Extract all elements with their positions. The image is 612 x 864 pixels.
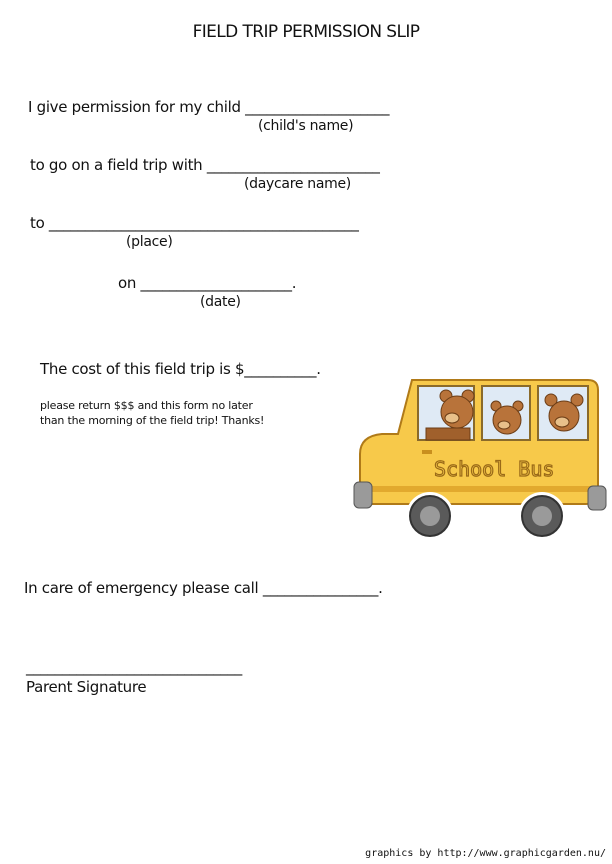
signature-caption: Parent Signature <box>26 678 147 696</box>
daycare-name-caption: (daycare name) <box>244 176 351 192</box>
bus-sign-text: School Bus <box>434 457 555 481</box>
date-field-line: on _____________________. <box>118 274 297 292</box>
bus-handle <box>422 450 432 454</box>
school-bus-illustration <box>352 374 608 544</box>
place-field-line: to ___________________________________________ <box>30 214 359 232</box>
place-caption: (place) <box>126 234 173 250</box>
signature-line: ______________________________ <box>26 658 243 676</box>
date-caption: (date) <box>200 294 241 310</box>
bus-stripe <box>362 486 596 492</box>
return-note-line-1: please return $$$ and this form no later <box>40 399 253 412</box>
bear-2-icon <box>491 401 523 434</box>
cost-field-line: The cost of this field trip is $__________. <box>40 360 321 378</box>
front-bumper <box>354 482 372 508</box>
emergency-contact-field-line: In care of emergency please call ________________. <box>24 579 383 597</box>
daycare-name-field-line: to go on a field trip with ________________________ <box>30 156 380 174</box>
rear-wheel-icon <box>518 492 566 540</box>
front-wheel-icon <box>406 492 454 540</box>
return-note-line-2: than the morning of the field trip! Thanks! <box>40 414 265 427</box>
page-title: FIELD TRIP PERMISSION SLIP <box>192 22 420 42</box>
rear-bumper <box>588 486 606 510</box>
graphics-credit: graphics by http://www.graphicgarden.nu/ <box>365 848 606 859</box>
child-name-field-line: I give permission for my child ____________________ <box>28 98 390 116</box>
child-name-caption: (child's name) <box>258 118 354 134</box>
